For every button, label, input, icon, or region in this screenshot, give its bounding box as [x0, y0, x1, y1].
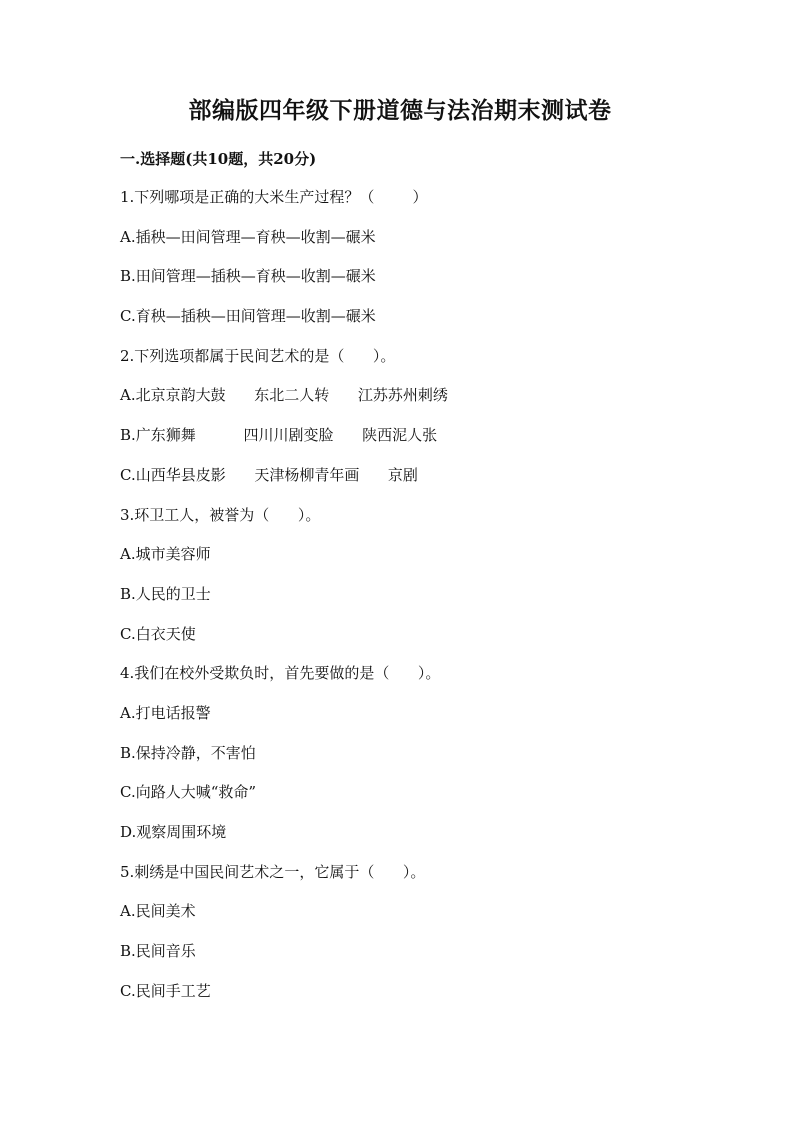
section-heading: 一.选择题(共10题，共20分)	[120, 150, 317, 168]
answer-option: C.山西华县皮影 天津杨柳青年画 京剧	[120, 465, 418, 484]
question-stem: 4.我们在校外受欺负时，首先要做的是（ ）。	[120, 664, 441, 683]
answer-option: A.插秧—田间管理—育秧—收割—碾米	[120, 227, 376, 246]
answer-option: B.田间管理—插秧—育秧—收割—碾米	[120, 267, 376, 286]
answer-option: B.广东狮舞 四川川剧变脸 陕西泥人张	[120, 426, 438, 445]
question-stem: 1.下列哪项是正确的大米生产过程？（ ）	[120, 188, 428, 206]
answer-option: C.向路人大喊“救命”	[120, 783, 257, 802]
question-stem: 2.下列选项都属于民间艺术的是（ ）。	[120, 346, 396, 365]
answer-option: C.育秧—插秧—田间管理—收割—碾米	[120, 307, 376, 326]
answer-option: A.打电话报警	[120, 703, 211, 722]
answer-option: B.保持冷静，不害怕	[120, 743, 256, 762]
answer-option: C.白衣天使	[120, 624, 196, 643]
question-list	[120, 186, 720, 1019]
answer-option: A.城市美容师	[120, 545, 211, 564]
question-stem: 3.环卫工人，被誉为（ ）。	[120, 505, 321, 524]
answer-option: B.民间音乐	[120, 942, 196, 961]
answer-option: B.人民的卫士	[120, 584, 211, 603]
answer-option: D.观察周围环境	[120, 823, 227, 841]
page-title: 部编版四年级下册道德与法治期末测试卷	[188, 97, 612, 124]
answer-option: C.民间手工艺	[120, 981, 211, 1000]
answer-option: A.北京京韵大鼓 东北二人转 江苏苏州刺绣	[120, 386, 448, 405]
answer-option: A.民间美术	[120, 902, 196, 921]
question-stem: 5.刺绣是中国民间艺术之一，它属于（ ）。	[120, 862, 426, 881]
